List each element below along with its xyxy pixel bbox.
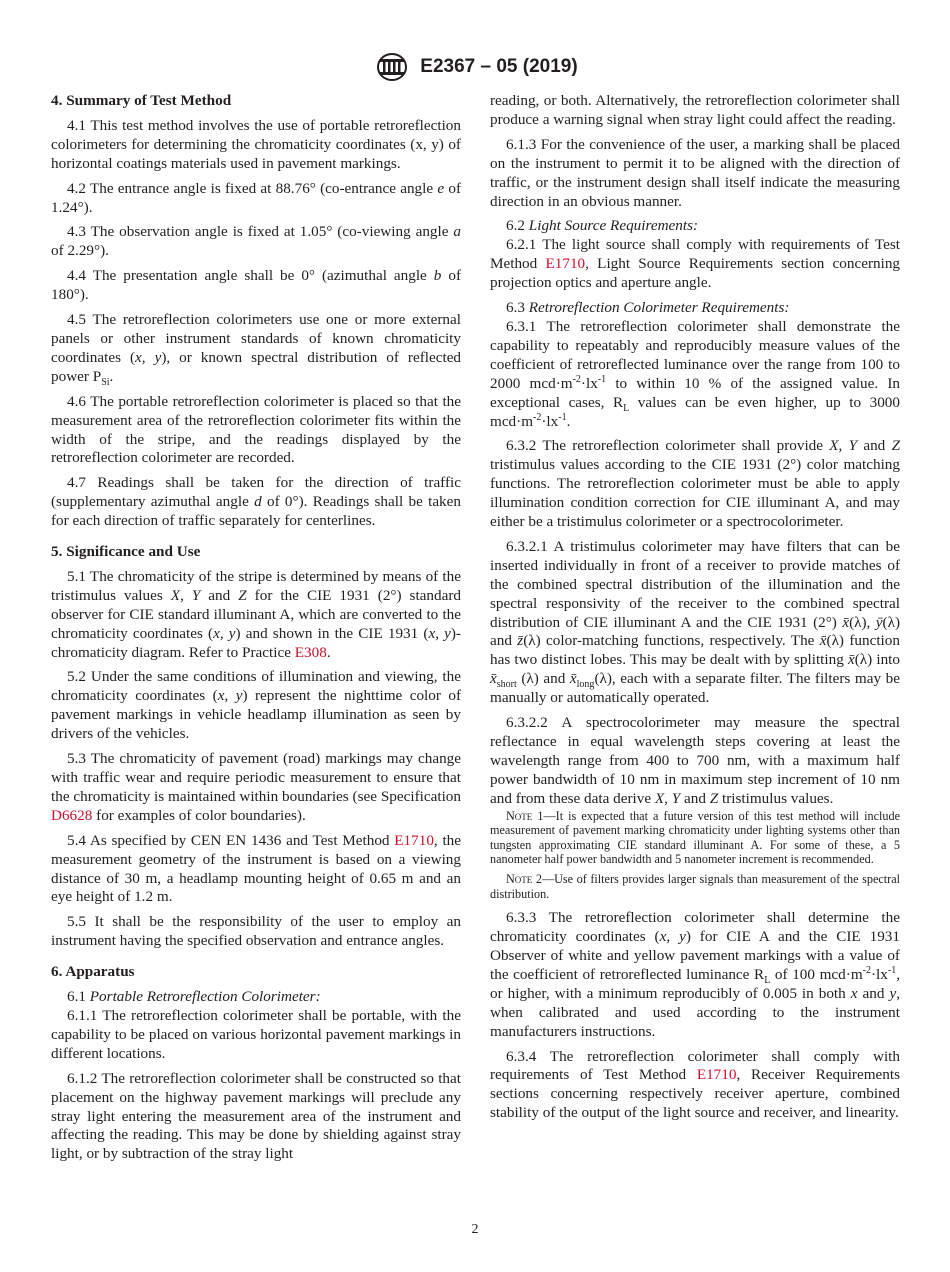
note-1: Note 1—It is expected that a future version of this test method will include measurement of pavement marking chromaticity under lighting systems other than tungsten approximating CIE standard illuminant A. For some of these, a 5 nanometer half power bandwidth and 5 nanometer increment is recommended. [490,808,900,867]
link-e1710[interactable]: E1710 [545,255,586,273]
section-4-heading: 4. Summary of Test Method [51,92,232,109]
paragraph-5-2: 5.2 Under the same conditions of illumination and viewing, the chromaticity coordinates (x, y) represent the nighttime color of pavement markings in vehicle headlamp illumination as seen by drivers of the vehicles. [51,668,461,743]
paragraph-6-3-2-1: 6.3.2.1 A tristimulus colorimeter may have filters that can be inserted individually in front of a receiver to provide matches of the combined spectral distribution of the illumination and the spectral responsivity of the receiver to the combined spectral distribution of CIE illuminant A and the CIE 1931 (2°) x̄(λ), ȳ(λ) and z̄(λ) color-matching functions, respectively. The x̄(λ) function has two distinct lobes. This may be dealt with by splitting x̄(λ) into $x̄_{short}$ (λ) and $x̄_{long}(\lambda)$, each with a separate filter. The filters may be manually or automatically operated. [490,537,901,707]
section-6-heading: 6. Apparatus [51,963,135,981]
paragraph-4-6: 4.6 The portable retroreflection colorimeter is placed so that the measurement area of the retroreflection colorimeter fits within the width of the stripe, and the readings displayed by the retroreflection colorimeter are recorded. [51,392,461,467]
document-designation: E2367 – 05 (2019) [420,56,578,77]
paragraph-6-1: 6.1 Portable Retroreflection Colorimeter: [67,988,321,1006]
paragraph-5-3: 5.3 The chromaticity of pavement (road) markings may change with traffic wear and require periodic measurement to ensure that the chromaticity is maintained within boundaries (see Specification D6628 for examples of color boundaries). [51,750,461,824]
note-2: Note 2—Use of filters provides larger signals than measurement of the spectral distribution. [490,872,900,901]
paragraph-6-1-2: 6.1.2 The retroreflection colorimeter shall be constructed so that placement on the highway pavement markings will preclude any stray light entering the measurement area of the instrument and affecting the reading. This may be done by shielding against stray light, or by subtraction of the stray light [51,1069,461,1163]
paragraph-4-3: 4.3 The observation angle is fixed at 1.05° (co-viewing angle a of 2.29°). [51,223,461,260]
paragraph-4-2: 4.2 The entrance angle is fixed at 88.76° (co-entrance angle e of 1.24°). [51,179,462,216]
right-column [490,92,900,1123]
link-e1710[interactable]: E1710 [696,1066,737,1084]
left-column [51,92,461,1164]
paragraph-4-5: 4.5 The retroreflection colorimeters use one or more external panels or other instrument standards of known chromaticity coordinates (x, y), or known spectral distribution of reflected power $P_{Si}$. [51,311,462,388]
paragraph-6-3-2-2: 6.3.2.2 A spectrocolorimeter may measure the spectral reflectance in equal wavelength steps covering at least the wavelength range from 400 to 700 nm, with a maximum half power bandwidth of 10 nm in maximum step increment of 10 nm and from these data derive X, Y and Z tristimulus values. [490,714,900,807]
paragraph-6-1-1: 6.1.1 The retroreflection colorimeter shall be portable, with the capability to be placed on various horizontal pavement markings in different locations. [51,1006,461,1062]
paragraph-6-3-2: 6.3.2 The retroreflection colorimeter shall provide X, Y and Z tristimulus values according to the CIE 1931 (2°) color matching functions. The retroreflection colorimeter must be able to apply illumination condition correction for CIE illuminant A, and may either be a tristimulus colorimeter or a spectrocolorimeter. [490,437,901,531]
paragraph-5-5: 5.5 It shall be the responsibility of the user to employ an instrument having the specified observation and entrance angles. [51,913,461,950]
link-e1710[interactable]: E1710 [394,831,434,849]
paragraph-5-4: 5.4 As specified by CEN EN 1436 and Test Method E1710, the measurement geometry of the instrument is based on a viewing distance of 30 m, a headlamp mounting height of 0.65 m and an eye height of 1.2 m. [51,831,461,906]
paragraph-4-4: 4.4 The presentation angle shall be 0° (azimuthal angle b of 180°). [51,267,462,304]
page-number: 2 [471,1222,479,1237]
page-header [0,52,950,82]
section-5-heading: 5. Significance and Use [51,543,201,561]
paragraph-6-3-4: 6.3.4 The retroreflection colorimeter shall comply with requirements of Test Method E1710, Receiver Requirements sections concerning respectively receiver aperture, combined stability of the output of the light source and receiver, and linearity. [490,1047,900,1122]
paragraph-6-3-1: 6.3.1 The retroreflection colorimeter shall demonstrate the capability to repeatably and reproducibly measure values of the coefficient of retroreflected luminance over the range from 100 to 2000 $mcd\cdot m^{-2}\cdot lx^{-1}$ to within 10 % of the assigned value. In exceptional cases, $R_L$ values can be even higher, up to 3000 $mcd\cdot m^{-2}\cdot lx^{-1}$. [490,317,900,430]
link-e308[interactable]: E308 [294,643,327,661]
paragraph-6-1-3: 6.1.3 For the convenience of the user, a marking shall be placed on the instrument to permit it to be aligned with the direction of traffic, or the instrument design shall itself indicate the measuring direction in an obvious manner. [490,135,900,210]
paragraph-6-2-1: 6.2.1 The light source shall comply with requirements of Test Method E1710, Light Source Requirements section concerning projection optics and aperture angle. [490,236,901,292]
paragraph-4-1: 4.1 This test method involves the use of portable retroreflection colorimeters for determining the chromaticity coordinates (x, y) of horizontal coatings materials used in pavement markings. [51,116,461,172]
paragraph-4-7: 4.7 Readings shall be taken for the direction of traffic (supplementary azimuthal angle d of 0°). Readings shall be taken for each direction of traffic separately for centerlines. [51,474,461,530]
link-d6628[interactable]: D6628 [51,806,93,824]
paragraph-6-2: 6.2 Light Source Requirements: [506,217,699,235]
paragraph-6-3-3: 6.3.3 The retroreflection colorimeter shall determine the chromaticity coordinates (x, y) for CIE A and the CIE 1931 Observer of white and yellow pavement markings with a value of the coefficient of retroreflected luminance $R_L$ of 100 $mcd\cdot m^{-2}\cdot lx^{-1}$, or higher, with a minimum reproducibly of 0.005 in both x and y, when calibrated and used according to the instrument manufacturers instructions. [490,909,901,1040]
paragraph-6-3: 6.3 Retroreflection Colorimeter Requirements: [506,299,790,317]
astm-logo-icon [372,52,412,82]
paragraph-5-1: 5.1 The chromaticity of the stripe is determined by means of the tristimulus values X, Y and Z for the CIE 1931 (2°) standard observer for CIE standard illuminant A, which are converted to the chromaticity coordinates (x, y) and shown in the CIE 1931 (x, y)-chromaticity diagram. Refer to Practice E308. [51,567,461,661]
paragraph-6-1-2-continued: reading, or both. Alternatively, the retroreflection colorimeter shall produce a warning signal when stray light could affect the reading. [490,92,900,128]
